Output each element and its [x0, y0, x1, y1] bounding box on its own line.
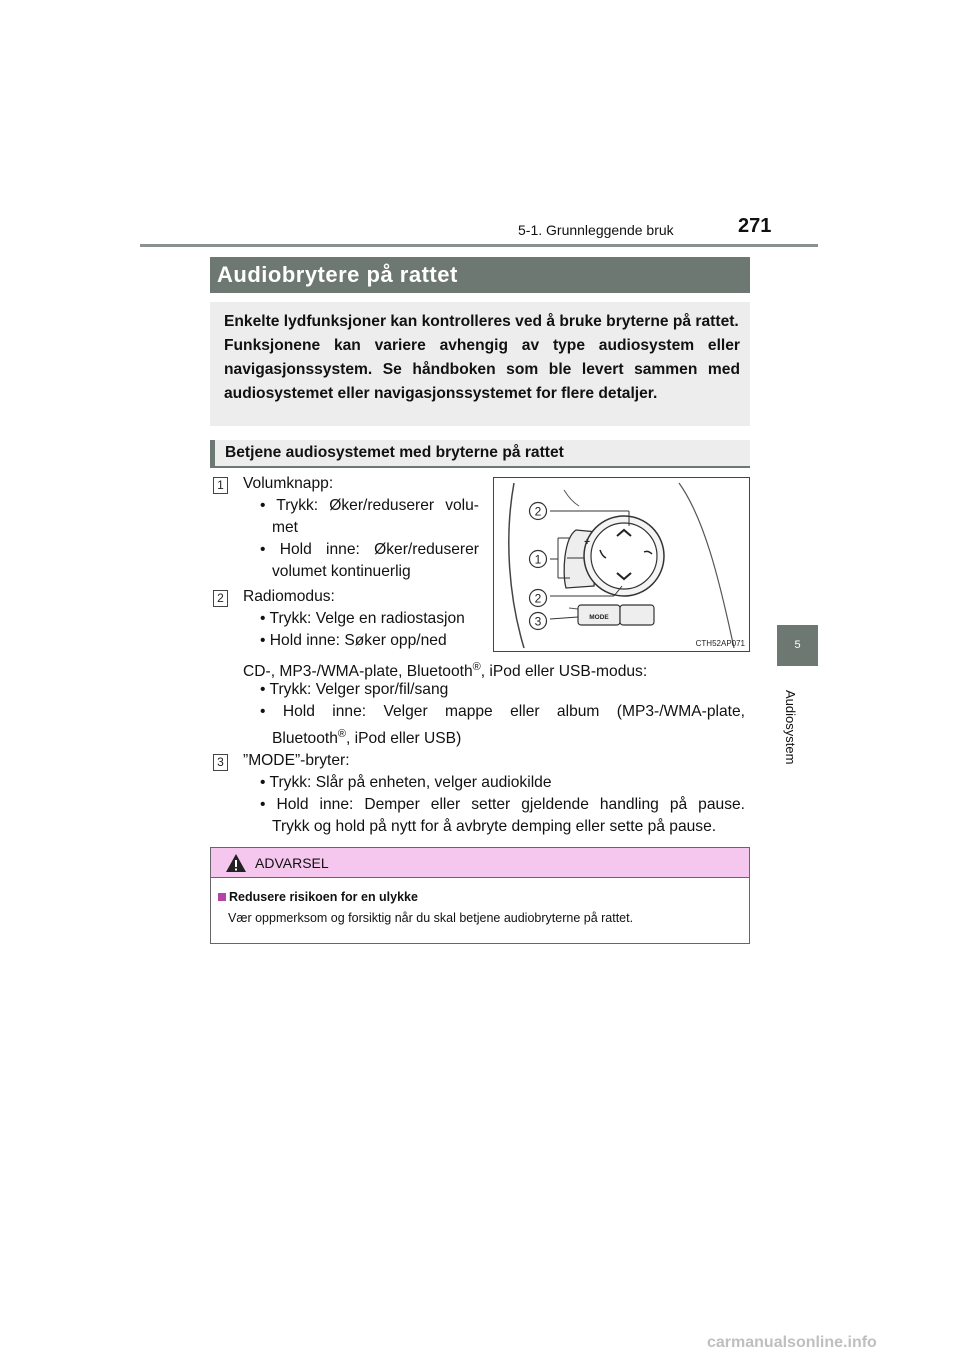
mode-bullet-2: • Hold inne: Demper eller setter gjeldende handling på pause. — [260, 796, 745, 813]
callout-label: 3 — [534, 614, 542, 629]
item-number-3: 3 — [213, 754, 228, 771]
registered-mark: ® — [337, 728, 347, 740]
subsection-title: Betjene audiosystemet med bryterne på rattet — [225, 444, 564, 461]
cd-mode-title-text: CD-, MP3-/WMA-plate, Bluetooth — [243, 663, 473, 681]
subsection-header — [210, 440, 750, 468]
item-number-1: 1 — [213, 477, 228, 494]
volume-bullet-1: • Trykk: Øker/reduserer volu- — [260, 497, 479, 514]
callout-label: 2 — [534, 591, 542, 606]
header-rule — [140, 244, 818, 247]
callout-1 — [530, 551, 547, 568]
warning-marker-icon — [218, 893, 226, 901]
cd-bullet-2: • Hold inne: Velger mappe eller album (MP3-/WMA-plate, — [260, 703, 745, 720]
intro-paragraph: Enkelte lydfunksjoner kan kontrolleres ved å bruke bryterne på rattet. — [224, 313, 739, 330]
radio-title: Radiomodus: — [243, 588, 335, 605]
footer-watermark[interactable]: carmanualsonline.info — [707, 1334, 877, 1351]
callout-3 — [530, 613, 547, 630]
radio-bullet-2: • Hold inne: Søker opp/ned — [260, 632, 447, 649]
mode-bullet-1: • Trykk: Slår på enheten, velger audiokilde — [260, 774, 552, 791]
warning-triangle-icon — [225, 852, 247, 874]
page-number: 271 — [738, 215, 772, 237]
callout-label: 1 — [534, 552, 542, 567]
warning-title: ADVARSEL — [255, 855, 329, 871]
cd-bullet-2-cont — [272, 723, 461, 750]
volume-title: Volumknapp: — [243, 475, 334, 492]
radio-bullet-1: • Trykk: Velge en radiostasjon — [260, 610, 465, 627]
figure-caption: CTH52AP071 — [695, 639, 745, 648]
steering-switch-illustration — [494, 478, 749, 651]
warning-heading: Redusere risikoen for en ulykke — [229, 890, 418, 904]
volume-bullet-2-cont: volumet kontinuerlig — [272, 563, 411, 580]
volume-bullet-2: • Hold inne: Øker/reduserer — [260, 541, 479, 558]
mode-button-label: MODE — [589, 614, 609, 621]
mode-title: ”MODE”-bryter: — [243, 752, 350, 769]
callout-2-top — [530, 503, 547, 520]
callout-label: 2 — [534, 504, 542, 519]
item-number-2: 2 — [213, 590, 228, 607]
warning-body: Vær oppmerksom og forsiktig når du skal betjene audiobryterne på rattet. — [228, 911, 634, 925]
chapter-heading: 5-1. Grunnleggende bruk — [518, 222, 674, 238]
volume-bullet-1-cont: met — [272, 519, 298, 536]
chapter-tab-label: Audiosystem — [783, 690, 798, 765]
registered-mark: ® — [472, 661, 481, 673]
cd-bullet-1: • Trykk: Velger spor/fil/sang — [260, 681, 449, 698]
section-title: Audiobrytere på rattet — [210, 257, 750, 293]
intro-paragraph: Funksjonene kan variere avhengig av type audiosystem eller navigasjonssystem. Se håndboken som ble levert sammen med audiosystemet eller navigasjonssystemet for flere detaljer. — [224, 337, 740, 402]
plus-label: + — [584, 537, 590, 548]
intro-box — [210, 302, 750, 426]
cd-bullet-2-cont-text-2: , iPod eller USB) — [346, 730, 462, 748]
steering-switch-figure — [493, 477, 750, 652]
chapter-tab: 5 — [777, 625, 818, 666]
cd-mode-title-text-2: , iPod eller USB-modus: — [480, 663, 648, 681]
mode-bullet-2-cont: Trykk og hold på nytt for å avbryte demping eller sette på pause. — [272, 818, 717, 835]
callout-2-bottom — [530, 590, 547, 607]
cd-bullet-2-cont-text: Bluetooth — [272, 730, 338, 748]
warning-box — [210, 847, 750, 944]
warning-header — [211, 848, 749, 878]
